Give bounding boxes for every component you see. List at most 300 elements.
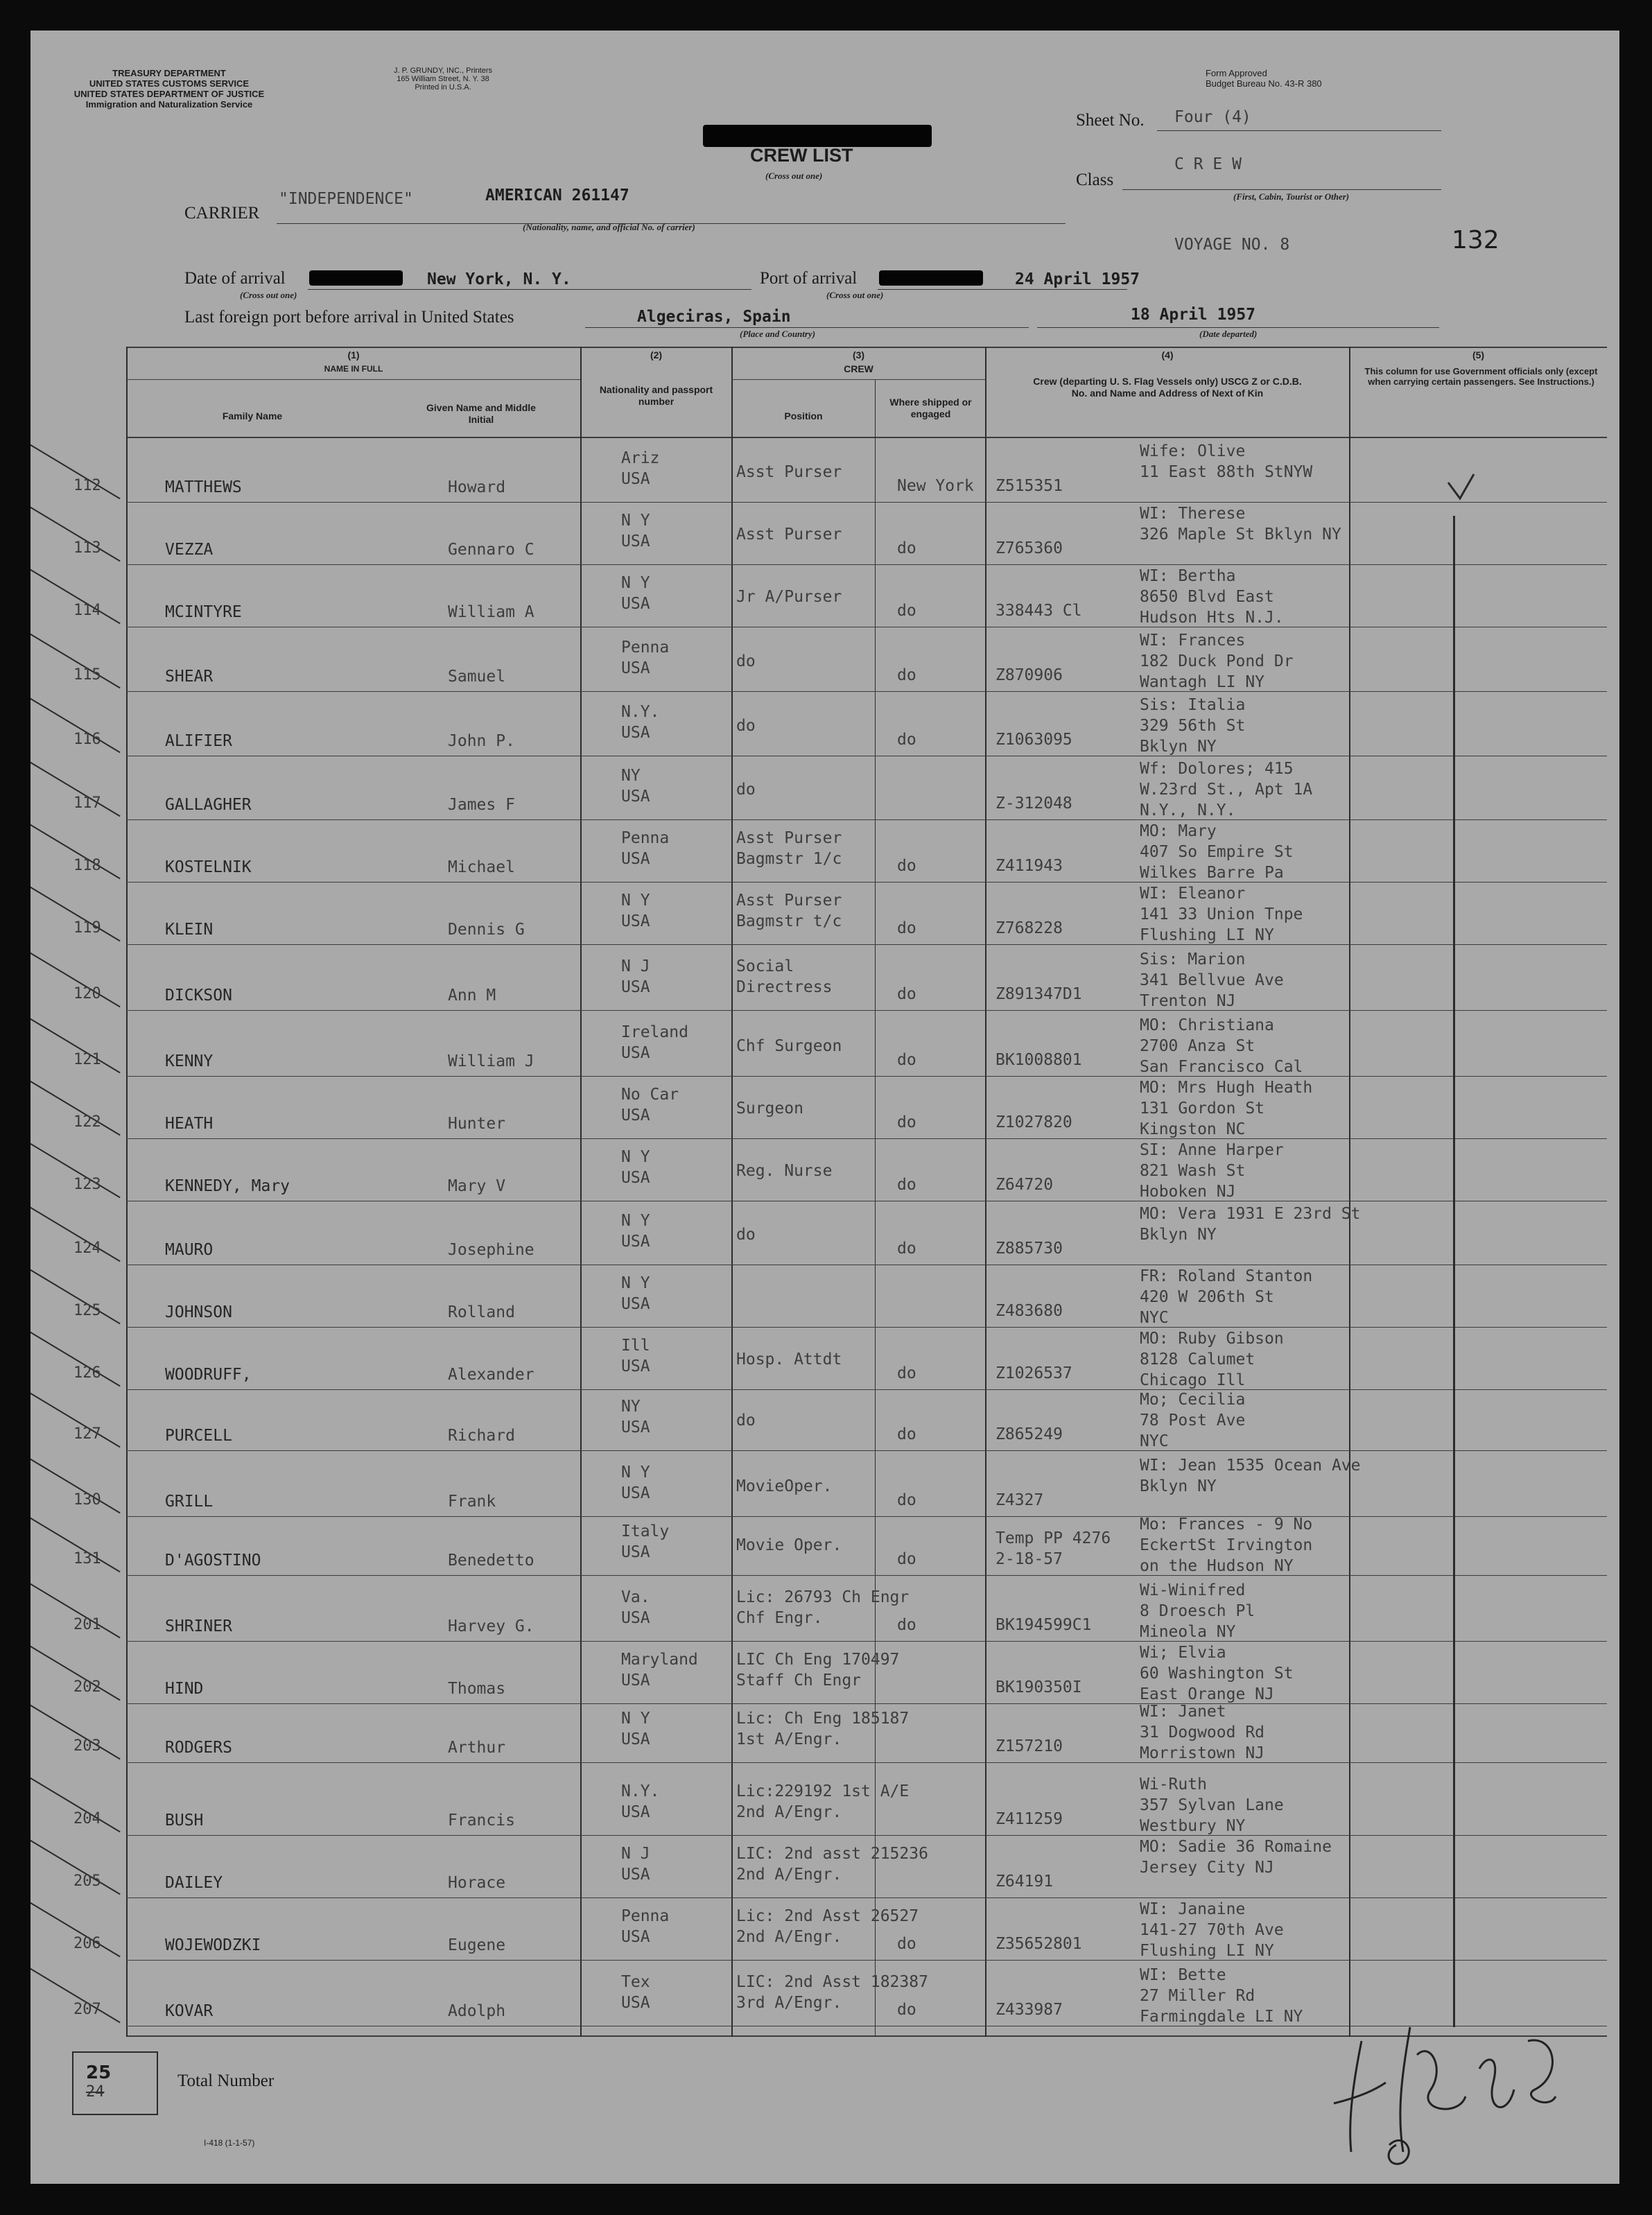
nationality: USA — [621, 1994, 650, 2012]
arrival-cross-note: (Cross out one) — [240, 290, 297, 300]
next-of-kin-line: Wi-Ruth — [1140, 1775, 1207, 1793]
family-name: DAILEY — [165, 1874, 223, 1892]
next-of-kin-line: Trenton NJ — [1140, 992, 1236, 1010]
family-name: KOSTELNIK — [165, 858, 252, 876]
next-of-kin-line: Sis: Italia — [1140, 696, 1246, 714]
next-of-kin-line: Wilkes Barre Pa — [1140, 864, 1284, 882]
row-divider — [126, 691, 1607, 692]
where-shipped-header: Where shipped or engaged — [889, 397, 972, 419]
printer-line-2: 165 William Street, N. Y. 38 — [397, 75, 489, 83]
next-of-kin-line: Sis: Marion — [1140, 950, 1246, 968]
where-shipped: do — [897, 1113, 916, 1131]
z-number: Z768228 — [995, 919, 1063, 937]
next-of-kin-line: 326 Maple St Bklyn NY — [1140, 525, 1341, 544]
z-number: Z870906 — [995, 666, 1063, 684]
family-name: MATTHEWS — [165, 478, 242, 496]
class-underline — [1122, 189, 1441, 190]
crew-subheader-rule — [731, 379, 985, 380]
crew-position: Asst Purser — [736, 463, 842, 481]
next-of-kin-line: WI: Janaine — [1140, 1900, 1246, 1918]
next-of-kin-line: Mo: Frances - 9 No — [1140, 1515, 1313, 1534]
given-name: Dennis G — [448, 921, 525, 939]
col-line-2 — [731, 347, 733, 2037]
given-name: William J — [448, 1052, 534, 1070]
family-name: WOJEWODZKI — [165, 1936, 261, 1954]
nationality: USA — [621, 659, 650, 677]
next-of-kin-line: 8 Droesch Pl — [1140, 1602, 1255, 1620]
col2-title: Nationality and passport number — [599, 384, 713, 407]
where-shipped: do — [897, 1425, 916, 1443]
handwritten-signature — [1320, 2013, 1611, 2173]
crew-position: LIC: 2nd asst 215236 — [736, 1845, 928, 1863]
crew-position: 1st A/Engr. — [736, 1730, 842, 1748]
next-of-kin-line: Bklyn NY — [1140, 738, 1217, 756]
where-shipped: do — [897, 2001, 916, 2019]
nationality: N.Y. — [621, 1782, 660, 1800]
class-value: C R E W — [1174, 155, 1242, 173]
crew-position: do — [736, 781, 756, 799]
next-of-kin-line: 11 East 88th StNYW — [1140, 463, 1313, 481]
z-number: BK190350I — [995, 1678, 1082, 1696]
next-of-kin-line: MO: Vera 1931 E 23rd St — [1140, 1205, 1361, 1223]
family-name-header: Family Name — [222, 410, 283, 422]
nationality: USA — [621, 1233, 650, 1251]
last-port-value: Algeciras, Spain — [637, 308, 791, 326]
nationality: Maryland — [621, 1651, 698, 1669]
crew-position: Movie Oper. — [736, 1536, 842, 1554]
row-divider — [126, 819, 1607, 820]
next-of-kin-line: Mo; Cecilia — [1140, 1391, 1246, 1409]
col-line-left — [126, 347, 128, 2037]
next-of-kin-line: East Orange NJ — [1140, 1685, 1274, 1703]
title-note: (Cross out one) — [765, 171, 823, 181]
form-title: CREW LIST — [750, 145, 853, 166]
next-of-kin-line: Mineola NY — [1140, 1623, 1236, 1641]
nationality: USA — [621, 1671, 650, 1690]
nationality: N Y — [621, 1463, 650, 1482]
next-of-kin-line: 141 33 Union Tnpe — [1140, 905, 1303, 923]
nationality: Penna — [621, 1907, 670, 1925]
form-approved-line-2: Budget Bureau No. 43-R 380 — [1206, 78, 1322, 89]
row-number: 130 — [73, 1491, 101, 1509]
col-line-1 — [580, 347, 582, 2037]
crew-position: Chf Surgeon — [736, 1037, 842, 1055]
carrier-label: CARRIER — [184, 204, 260, 223]
crew-position: Hosp. Attdt — [736, 1350, 842, 1369]
next-of-kin-line: Hoboken NJ — [1140, 1183, 1236, 1201]
nationality: Penna — [621, 829, 670, 847]
nationality: USA — [621, 1730, 650, 1748]
row-number: 115 — [73, 666, 101, 684]
given-name: Rolland — [448, 1303, 515, 1321]
col2-number: (2) — [650, 349, 663, 361]
crew-position: Reg. Nurse — [736, 1162, 833, 1180]
row-number: 206 — [73, 1935, 101, 1952]
family-name: JOHNSON — [165, 1303, 232, 1321]
row-number: 204 — [73, 1810, 101, 1827]
nationality: USA — [621, 1357, 650, 1375]
nationality: USA — [621, 1044, 650, 1062]
where-shipped: do — [897, 1491, 916, 1509]
given-name: Gennaro C — [448, 541, 534, 559]
redaction-mark — [879, 270, 983, 286]
carrier-note: (Nationality, name, and official No. of carrier) — [523, 222, 695, 232]
next-of-kin-line: 420 W 206th St — [1140, 1288, 1274, 1306]
crew-position: Lic: 26793 Ch Engr — [736, 1588, 910, 1606]
crew-position: Staff Ch Engr — [736, 1671, 862, 1690]
crew-position: do — [736, 1226, 756, 1244]
z-number: Z1026537 — [995, 1364, 1072, 1382]
crew-position: do — [736, 717, 756, 735]
nationality: N.Y. — [621, 703, 660, 721]
z-number: Z483680 — [995, 1302, 1063, 1320]
given-name: Frank — [448, 1493, 496, 1511]
row-divider — [126, 1076, 1607, 1077]
nationality: Tex — [621, 1973, 650, 1991]
arrival-place: New York, N. Y. — [427, 270, 571, 288]
given-name: Adolph — [448, 2002, 506, 2020]
date-arrival-label: Date of arrival — [184, 269, 286, 288]
next-of-kin-line: Wantagh LI NY — [1140, 673, 1265, 691]
family-name: BUSH — [165, 1812, 204, 1830]
form-approved-block — [1206, 68, 1322, 89]
where-shipped: do — [897, 1550, 916, 1568]
next-of-kin-line: WI: Jean 1535 Ocean Ave — [1140, 1457, 1361, 1475]
family-name: KENNY — [165, 1052, 214, 1070]
next-of-kin-line: 2700 Anza St — [1140, 1037, 1255, 1055]
next-of-kin-line: WI: Frances — [1140, 632, 1246, 650]
date-departed-note: (Date departed) — [1199, 329, 1258, 339]
row-number: 207 — [73, 2001, 101, 2018]
family-name: GRILL — [165, 1493, 214, 1511]
printer-line-1: J. P. GRUNDY, INC., Printers — [393, 67, 493, 75]
col1-number: (1) — [347, 349, 360, 361]
next-of-kin-line: WI: Therese — [1140, 505, 1246, 523]
row-divider — [126, 502, 1607, 503]
z-number: Z64720 — [995, 1176, 1054, 1194]
class-note: (First, Cabin, Tourist or Other) — [1233, 191, 1350, 202]
family-name: MAURO — [165, 1241, 214, 1259]
family-name: PURCELL — [165, 1427, 232, 1445]
given-name: Horace — [448, 1874, 506, 1892]
col4-number: (4) — [1161, 349, 1174, 361]
nationality: N Y — [621, 1148, 650, 1166]
next-of-kin-line: 27 Miller Rd — [1140, 1987, 1255, 2005]
nationality: NY — [621, 767, 641, 785]
col-line-4 — [1349, 347, 1350, 2037]
given-name: Eugene — [448, 1936, 506, 1954]
row-divider — [126, 1389, 1607, 1390]
crew-position: Chf Engr. — [736, 1609, 823, 1627]
nationality: USA — [621, 1418, 650, 1436]
arrival-underline — [308, 289, 751, 290]
port-cross-note: (Cross out one) — [826, 290, 884, 300]
next-of-kin-line: WI: Bertha — [1140, 567, 1236, 585]
nationality: USA — [621, 1866, 650, 1884]
next-of-kin-line: MO: Ruby Gibson — [1140, 1330, 1284, 1348]
where-shipped: do — [897, 1176, 916, 1194]
sheet-value: Four (4) — [1174, 108, 1251, 126]
nationality: NY — [621, 1398, 641, 1416]
row-number: 113 — [73, 539, 101, 557]
row-number: 205 — [73, 1873, 101, 1890]
next-of-kin-line: NYC — [1140, 1432, 1169, 1450]
family-name: RODGERS — [165, 1739, 232, 1757]
where-shipped: New York — [897, 477, 974, 495]
col3-title: CREW — [844, 363, 873, 374]
z-number: Z865249 — [995, 1425, 1063, 1443]
check-mark-icon — [1445, 446, 1479, 530]
nationality: USA — [621, 978, 650, 996]
crew-position: Asst Purser — [736, 892, 842, 910]
agency-line-2: UNITED STATES CUSTOMS SERVICE — [89, 78, 250, 89]
where-shipped: do — [897, 731, 916, 749]
next-of-kin-line: Wf: Dolores; 415 — [1140, 760, 1294, 778]
column5-vertical-mark — [1453, 516, 1455, 2027]
next-of-kin-line: WI: Bette — [1140, 1966, 1226, 1984]
carrier-nationality-number: AMERICAN 261147 — [485, 186, 629, 205]
given-name: Arthur — [448, 1739, 506, 1757]
row-number: 201 — [73, 1616, 101, 1633]
agency-line-1: TREASURY DEPARTMENT — [112, 68, 226, 78]
where-shipped: do — [897, 1616, 916, 1634]
nationality: USA — [621, 1106, 650, 1124]
where-shipped: do — [897, 919, 916, 937]
table-header-rule — [126, 437, 1607, 438]
given-name: Ann M — [448, 987, 496, 1005]
row-divider — [126, 1960, 1607, 1961]
crew-position: LIC: 2nd Asst 182387 — [736, 1973, 928, 1991]
row-divider — [126, 1897, 1607, 1898]
row-number: 116 — [73, 731, 101, 748]
next-of-kin-line: 31 Dogwood Rd — [1140, 1723, 1265, 1741]
next-of-kin-line: on the Hudson NY — [1140, 1557, 1294, 1575]
agency-line-3: UNITED STATES DEPARTMENT OF JUSTICE — [73, 89, 265, 99]
next-of-kin-line: MO: Christiana — [1140, 1016, 1274, 1034]
arrival-date: 24 April 1957 — [1015, 270, 1140, 288]
crew-position: Surgeon — [736, 1100, 803, 1118]
next-of-kin-line: 60 Washington St — [1140, 1665, 1294, 1683]
next-of-kin-line: 357 Sylvan Lane — [1140, 1796, 1284, 1814]
row-number: 125 — [73, 1302, 101, 1319]
z-number: Z1063095 — [995, 731, 1072, 749]
row-divider — [126, 1516, 1607, 1517]
next-of-kin-line: Jersey City NJ — [1140, 1859, 1274, 1877]
agency-block — [65, 68, 273, 110]
family-name: GALLAGHER — [165, 796, 252, 814]
total-value-corrected: 25 — [86, 2062, 112, 2083]
next-of-kin-line: Wife: Olive — [1140, 442, 1246, 460]
row-number: 119 — [73, 919, 101, 937]
crew-position: do — [736, 1411, 756, 1430]
nationality: N Y — [621, 1710, 650, 1728]
z-number: Z35652801 — [995, 1935, 1082, 1953]
nationality: Ireland — [621, 1023, 688, 1041]
z-number: 338443 Cl — [995, 602, 1082, 620]
printer-line-3: Printed in U.S.A. — [415, 83, 471, 92]
family-name: HIND — [165, 1680, 204, 1698]
family-name: HEATH — [165, 1115, 214, 1133]
crew-position: LIC Ch Eng 170497 — [736, 1651, 900, 1669]
next-of-kin-line: 407 So Empire St — [1140, 843, 1294, 861]
total-value-original: 24 — [86, 2083, 105, 2101]
next-of-kin-line: 341 Bellvue Ave — [1140, 971, 1284, 989]
nationality: N Y — [621, 512, 650, 530]
next-of-kin-line: MO: Mrs Hugh Heath — [1140, 1079, 1313, 1097]
z-number: Z1027820 — [995, 1113, 1072, 1131]
given-name: Alexander — [448, 1366, 534, 1384]
nationality: USA — [621, 1543, 650, 1561]
nationality: USA — [621, 1928, 650, 1946]
next-of-kin-line: Bklyn NY — [1140, 1477, 1217, 1495]
given-name: John P. — [448, 732, 515, 750]
given-name: Michael — [448, 858, 515, 876]
col-line-3 — [985, 347, 986, 2037]
next-of-kin-line: FR: Roland Stanton — [1140, 1267, 1313, 1285]
sheet-label: Sheet No. — [1076, 111, 1145, 130]
crew-position: Lic: Ch Eng 185187 — [736, 1710, 910, 1728]
family-name: ALIFIER — [165, 732, 232, 750]
nationality: USA — [621, 788, 650, 806]
row-number: 131 — [73, 1550, 101, 1567]
nationality: USA — [621, 1803, 650, 1821]
next-of-kin-line: MO: Mary — [1140, 822, 1217, 840]
row-divider — [126, 882, 1607, 883]
table-top-rule — [126, 347, 1607, 348]
nationality: N Y — [621, 574, 650, 592]
nationality: Italy — [621, 1522, 670, 1540]
next-of-kin-line: Bklyn NY — [1140, 1226, 1217, 1244]
family-name: SHRINER — [165, 1617, 232, 1635]
nationality: USA — [621, 1484, 650, 1502]
crew-list-document — [31, 31, 1619, 2184]
next-of-kin-line: 8650 Blvd East — [1140, 588, 1274, 606]
nationality: USA — [621, 470, 650, 488]
departed-underline — [1037, 327, 1439, 328]
family-name: VEZZA — [165, 541, 214, 559]
row-divider — [126, 1450, 1607, 1451]
printer-block — [391, 67, 495, 92]
given-name: Mary V — [448, 1177, 506, 1195]
z-number: BK194599C1 — [995, 1616, 1092, 1634]
z-number: Z411943 — [995, 857, 1063, 875]
next-of-kin-line: Westbury NY — [1140, 1817, 1246, 1835]
z-number: Z433987 — [995, 2001, 1063, 2019]
redaction-mark — [703, 125, 932, 147]
where-shipped: do — [897, 1240, 916, 1258]
row-number: 117 — [73, 794, 101, 812]
row-divider — [126, 1835, 1607, 1836]
next-of-kin-line: 78 Post Ave — [1140, 1411, 1246, 1430]
next-of-kin-line: 329 56th St — [1140, 717, 1246, 735]
form-number: I-418 (1-1-57) — [204, 2138, 255, 2148]
where-shipped: do — [897, 1051, 916, 1069]
row-number: 114 — [73, 602, 101, 619]
row-number: 112 — [73, 477, 101, 494]
next-of-kin-line: W.23rd St., Apt 1A — [1140, 781, 1313, 799]
crew-position: Lic:229192 1st A/E — [736, 1782, 910, 1800]
crew-position: 2nd A/Engr. — [736, 1803, 842, 1821]
carrier-name: "INDEPENDENCE" — [279, 190, 413, 208]
z-number: Z157210 — [995, 1737, 1063, 1755]
col5-number: (5) — [1472, 349, 1485, 361]
z-number: Z-312048 — [995, 794, 1072, 813]
next-of-kin-line: MO: Sadie 36 Romaine — [1140, 1838, 1332, 1856]
z-number: Z4327 — [995, 1491, 1044, 1509]
z-number: Z885730 — [995, 1240, 1063, 1258]
next-of-kin-line: SI: Anne Harper — [1140, 1141, 1284, 1159]
next-of-kin-line: WI: Eleanor — [1140, 885, 1246, 903]
row-divider — [126, 1138, 1607, 1139]
total-number-label: Total Number — [177, 2071, 275, 2090]
crew-position: 2nd A/Engr. — [736, 1866, 842, 1884]
z-number: Temp PP 4276 2-18-57 — [995, 1529, 1111, 1568]
crew-position: do — [736, 652, 756, 670]
nationality: N J — [621, 957, 650, 975]
family-name: WOODRUFF, — [165, 1366, 252, 1384]
nationality: USA — [621, 724, 650, 742]
row-number: 203 — [73, 1737, 101, 1755]
z-number: Z411259 — [995, 1810, 1063, 1828]
col3-number: (3) — [852, 349, 865, 361]
given-name: Josephine — [448, 1241, 534, 1259]
form-approved-line-1: Form Approved — [1206, 68, 1267, 78]
next-of-kin-line: NYC — [1140, 1309, 1169, 1327]
crew-position: Directress — [736, 978, 833, 996]
family-name: D'AGOSTINO — [165, 1552, 261, 1570]
col1-title: NAME IN FULL — [324, 364, 383, 374]
z-number: BK1008801 — [995, 1051, 1082, 1069]
nationality: Ariz — [621, 449, 660, 467]
row-number: 118 — [73, 857, 101, 874]
nationality: USA — [621, 532, 650, 550]
z-number: Z765360 — [995, 539, 1063, 557]
nationality: Penna — [621, 639, 670, 657]
nationality: USA — [621, 1169, 650, 1187]
crew-position: 3rd A/Engr. — [736, 1994, 842, 2012]
agency-line-4: Immigration and Naturalization Service — [85, 99, 253, 110]
row-divider — [126, 944, 1607, 945]
nationality: USA — [621, 912, 650, 930]
last-port-label: Last foreign port before arrival in United States — [184, 308, 514, 327]
where-shipped: do — [897, 1935, 916, 1953]
family-name: KLEIN — [165, 921, 214, 939]
next-of-kin-line: 182 Duck Pond Dr — [1140, 652, 1294, 670]
row-divider — [126, 1575, 1607, 1576]
next-of-kin-line: WI: Janet — [1140, 1703, 1226, 1721]
next-of-kin-line: Chicago Ill — [1140, 1371, 1246, 1389]
crew-position: 2nd A/Engr. — [736, 1928, 842, 1946]
redaction-mark — [309, 270, 403, 286]
next-of-kin-line: 131 Gordon St — [1140, 1100, 1265, 1118]
z-number: Z64191 — [995, 1873, 1054, 1891]
row-divider — [126, 1703, 1607, 1704]
family-name: DICKSON — [165, 987, 232, 1005]
crew-position: MovieOper. — [736, 1477, 833, 1495]
row-divider — [126, 1762, 1607, 1763]
nationality: USA — [621, 1609, 650, 1627]
row-number: 202 — [73, 1678, 101, 1696]
crew-position: Jr A/Purser — [736, 588, 842, 606]
crew-position: Asst Purser — [736, 829, 842, 847]
family-name: SHEAR — [165, 668, 214, 686]
next-of-kin-line: Hudson Hts N.J. — [1140, 609, 1284, 627]
where-shipped: do — [897, 1364, 916, 1382]
nationality: Ill — [621, 1337, 650, 1355]
crew-position: Social — [736, 957, 794, 975]
next-of-kin-line: EckertSt Irvington — [1140, 1536, 1313, 1554]
next-of-kin-line: Flushing LI NY — [1140, 1942, 1274, 1960]
